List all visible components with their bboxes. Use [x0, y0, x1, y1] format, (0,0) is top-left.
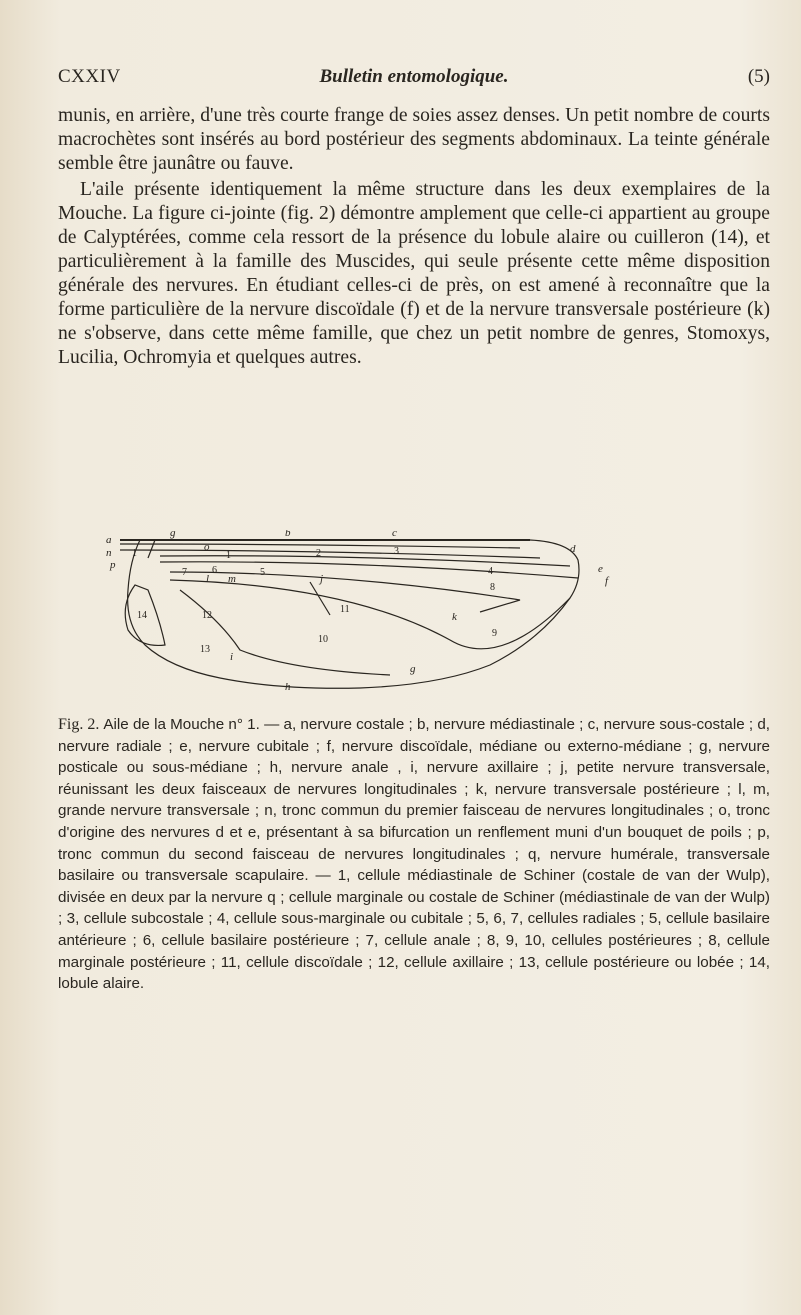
cell-6: 6: [212, 565, 217, 576]
label-p: p: [110, 559, 116, 571]
body-text: [58, 104, 770, 370]
vein-anal: [180, 590, 390, 675]
label-i: i: [230, 651, 234, 663]
label-l: l: [206, 573, 210, 585]
label-g: g: [410, 663, 416, 675]
vein-cubital: [160, 562, 578, 578]
label-m: m: [228, 573, 236, 585]
label-f: f: [605, 575, 609, 587]
vein-humeral: [148, 540, 155, 558]
label-o: o: [204, 541, 210, 553]
cell-7: 7: [182, 567, 187, 578]
label-k: k: [452, 611, 457, 623]
wing-figure: [100, 530, 620, 700]
label-q: g: [170, 530, 176, 539]
running-title: Bulletin entomologique.: [319, 66, 509, 87]
label-e: e: [598, 563, 603, 575]
cell-9: 9: [492, 628, 497, 639]
label-b: b: [285, 530, 291, 539]
cell-12: 12: [202, 610, 212, 621]
cell-4: 4: [488, 566, 493, 577]
caption-text: Aile de la Mouche n° 1. — a, nervure costale ; b, nervure médiastinale ; c, nervure sous-costale ; d, nervure radiale ; e, nervure cubitale ; f, nervure discoïdale, médiane ou externo-médiane ; g, nervure posticale ou sous-médiane ; h, nervure anale , i, nervure axillaire ; j, petite nervure transversale, réunissant les deux faisceaux de nervures longitudinales ; k, nervure transversale postérieure ; l, m, grande nervure transversale ; n, tronc commun du premier faisceau de nervures longitudinales ; o, tronc d'origine des nervures d et e, présentant à sa bifurcation un renflement muni d'un bouquet de poils ; p, tronc commun du second faisceau de nervures longitudinales ; q, nervure humérale, transversale basilaire ou transversale scapulaire. — 1, cellule médiastinale de Schiner (costale de van der Wulp), divisée en deux par la nervure q ; cellule marginale ou costale de Schiner (médiastinale de van der Wulp) ; 3, cellule subcostale ; 4, cellule sous-marginale ou cubitale ; 5, 6, 7, cellules radiales ; 5, cellule basilaire antérieure ; 6, cellule basilaire postérieure ; 7, cellule anale ; 8, 9, 10, cellules postérieures ; 8, cellule marginale postérieure ; 11, cellule discoïdale ; 12, cellule axillaire ; 13, cellule postérieure ou lobée ; 14, lobule alaire.: [58, 716, 771, 993]
figure-caption: [58, 714, 770, 995]
label-d: d: [570, 543, 576, 555]
caption-label: Fig. 2.: [58, 716, 104, 733]
cell-11: 11: [340, 604, 350, 615]
label-a: a: [106, 534, 112, 546]
cell-1b: 1: [226, 550, 231, 561]
cell-14: 14: [137, 610, 147, 621]
label-h: h: [285, 681, 291, 693]
vein-transverse: [310, 582, 330, 615]
label-c: c: [392, 530, 397, 539]
cell-2: 2: [316, 548, 321, 559]
running-header: [58, 66, 770, 92]
label-j: j: [320, 573, 324, 585]
cell-13: 13: [200, 644, 210, 655]
cell-3: 3: [394, 546, 399, 557]
paragraph-wing: L'aile présente identiquement la même structure dans les deux exemplaires de la Mouche. La figure ci-jointe (fig. 2) démontre amplement que celle-ci appartient au groupe de Calyptérées, comme cela ressort de la présence du lobule alaire ou cuilleron (14), et particulièrement à la famille des Muscides, qui seule présente cette même disposition générale des nervures. En étudiant celles-ci de près, on est amené à reconnaître que la forme particulière de la nervure discoïdale (f) et de la nervure transversale postérieure (k) ne s'observe, dans cette même famille, que chez un petit nombre de genres, Stomoxys, Lucilia, Ochromyia et quelques autres.: [58, 179, 770, 368]
cell-5: 5: [260, 567, 265, 578]
cell-1a: 1: [132, 548, 137, 559]
page-folio-number: (5): [747, 66, 770, 87]
cell-10: 10: [318, 634, 328, 645]
vein-postical: [170, 580, 570, 649]
label-n: n: [106, 547, 112, 559]
paragraph-continuation: munis, en arrière, d'une très courte frange de soies assez denses. Un petit nombre de courts macrochètes sont insérés au bord postérieur des segments abdominaux. La teinte générale semble être jaunâtre ou fauve.: [58, 105, 770, 174]
wing-diagram: [100, 530, 620, 700]
page-folio-roman: CXXIV: [58, 66, 121, 87]
cell-8: 8: [490, 582, 495, 593]
